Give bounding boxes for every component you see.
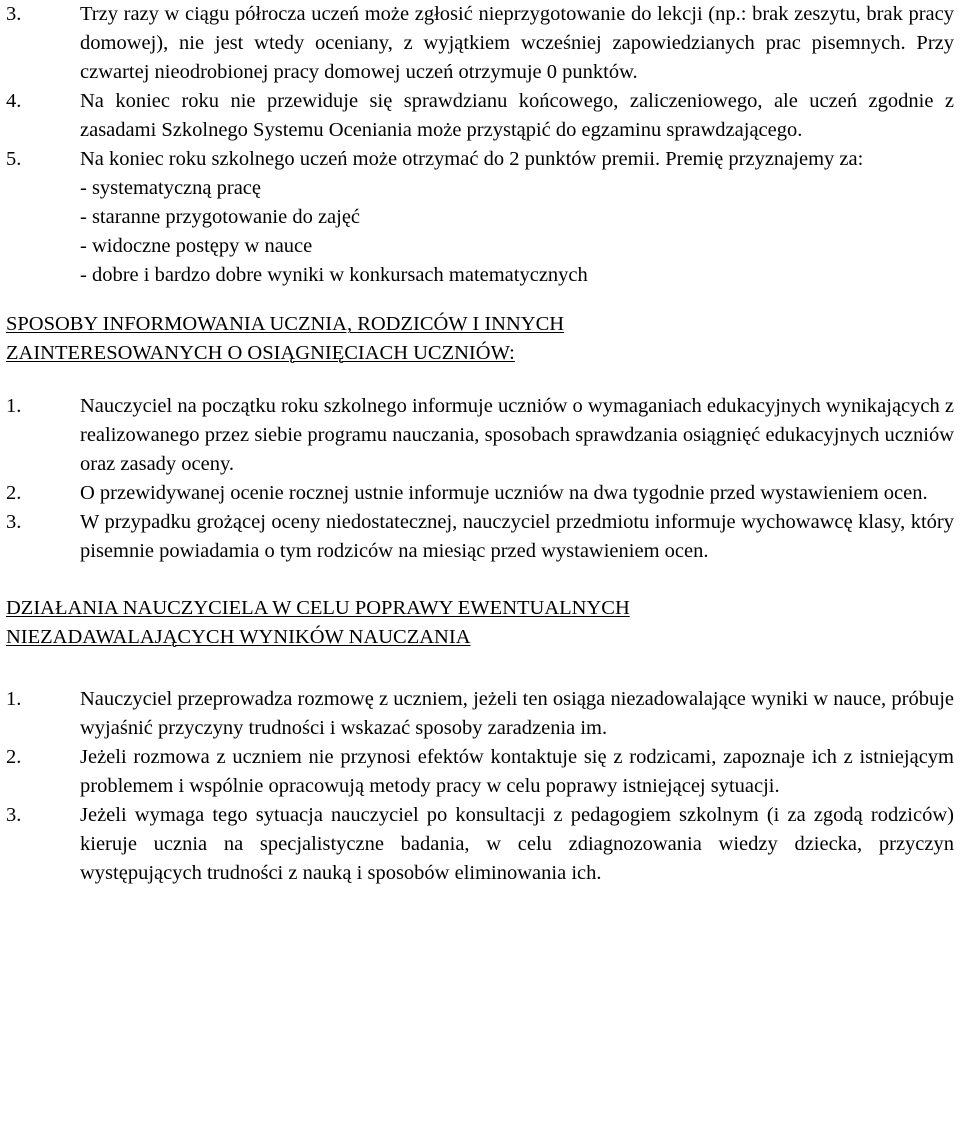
list-number: 2. [6, 482, 22, 504]
list-item-text: Jeżeli wymaga tego sytuacja nauczyciel po konsultacji z pedagogiem szkolnym (i za zgodą rodziców) kieruje ucznia na specjalistyczne badania, w celu zdiagnozowania wiedzy dziecka, przyczyn występujących trudności z nauką i sposobów eliminowania ich. [80, 804, 954, 884]
section-heading-informing [6, 310, 954, 368]
list-number: 5. [6, 148, 22, 170]
premium-reason: - staranne przygotowanie do zajęć [80, 206, 361, 228]
document-page [6, 0, 954, 888]
list-number: 2. [6, 746, 22, 768]
informing-item-3 [6, 508, 954, 566]
heading-line: SPOSOBY INFORMOWANIA UCZNIA, RODZICÓW I INNYCH [6, 313, 565, 335]
list-item-text: O przewidywanej ocenie rocznej ustnie informuje uczniów na dwa tygodnie przed wystawieniem ocen. [80, 482, 928, 504]
list-number: 3. [6, 804, 22, 826]
grading-rule-3 [6, 0, 954, 87]
list-item-text: Nauczyciel na początku roku szkolnego informuje uczniów o wymaganiach edukacyjnych wynikających z realizowanego przez siebie programu nauczania, sposobach sprawdzania osiągnięć edukacyjnych uczniów oraz zasady oceny. [80, 395, 954, 475]
list-item-text: Na koniec roku szkolnego uczeń może otrzymać do 2 punktów premii. Premię przyznajemy za: [80, 148, 864, 170]
premium-reason: - widoczne postępy w nauce [80, 235, 313, 257]
list-item-text: W przypadku grożącej oceny niedostatecznej, nauczyciel przedmiotu informuje wychowawcę klasy, który pisemnie powiadamia o tym rodziców na miesiąc przed wystawieniem ocen. [80, 511, 954, 562]
heading-line: ZAINTERESOWANYCH O OSIĄGNIĘCIACH UCZNIÓW: [6, 342, 515, 364]
actions-item-1 [6, 685, 954, 743]
section-heading-actions [6, 594, 954, 652]
actions-item-2 [6, 743, 954, 801]
informing-item-2 [6, 479, 954, 508]
list-number: 3. [6, 511, 22, 533]
premium-reason: - dobre i bardzo dobre wyniki w konkursach matematycznych [80, 264, 588, 286]
heading-line: DZIAŁANIA NAUCZYCIELA W CELU POPRAWY EWENTUALNYCH [6, 597, 630, 619]
list-item-text: Jeżeli rozmowa z uczniem nie przynosi efektów kontaktuje się z rodzicami, zapoznaje ich z istniejącym problemem i wspólnie opracowują metody pracy w celu poprawy istniejącej sytuacji. [80, 746, 954, 797]
list-item-text: Nauczyciel przeprowadza rozmowę z uczniem, jeżeli ten osiąga niezadowalające wyniki w nauce, próbuje wyjaśnić przyczyny trudności i wskazać sposoby zaradzenia im. [80, 688, 954, 739]
list-number: 3. [6, 3, 22, 25]
list-item-text: Trzy razy w ciągu półrocza uczeń może zgłosić nieprzygotowanie do lekcji (np.: brak zeszytu, brak pracy domowej), nie jest wtedy oceniany, z wyjątkiem wcześniej zapowiedzianych prac pisemnych. Przy czwartej nieodrobionej pracy domowej uczeń otrzymuje 0 punktów. [80, 3, 954, 83]
heading-line: NIEZADAWALAJĄCYCH WYNIKÓW NAUCZANIA [6, 626, 471, 648]
premium-reason: - systematyczną pracę [80, 177, 261, 199]
informing-item-1 [6, 392, 954, 479]
grading-rule-5 [6, 145, 954, 174]
list-number: 1. [6, 688, 22, 710]
list-number: 4. [6, 90, 22, 112]
list-item-text: Na koniec roku nie przewiduje się sprawdzianu końcowego, zaliczeniowego, ale uczeń zgodnie z zasadami Szkolnego Systemu Oceniania może przystąpić do egzaminu sprawdzającego. [80, 90, 954, 141]
grading-rule-4 [6, 87, 954, 145]
actions-item-3 [6, 801, 954, 888]
list-number: 1. [6, 395, 22, 417]
